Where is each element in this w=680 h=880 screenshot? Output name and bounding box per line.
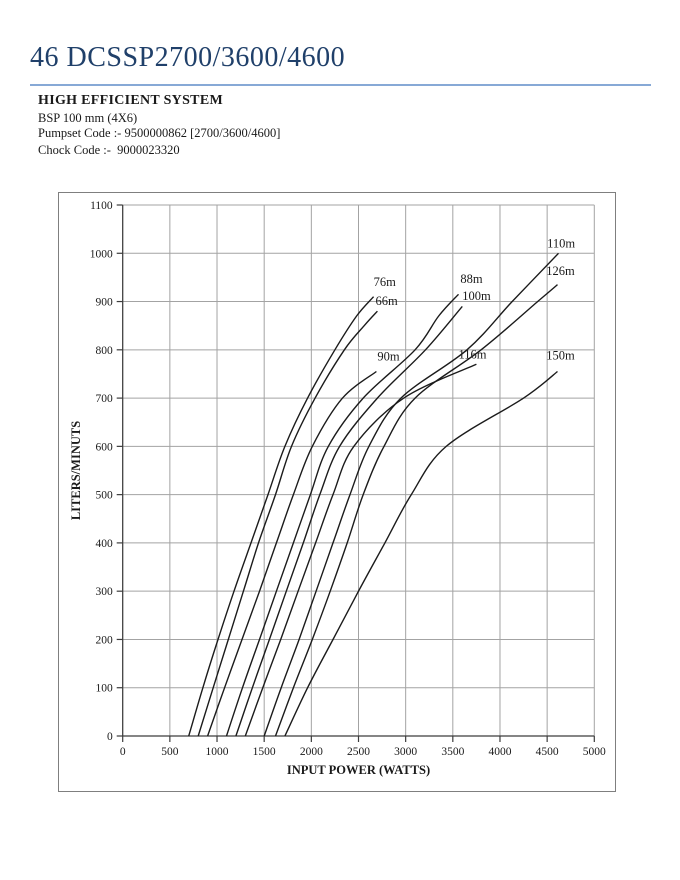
y-tick-label: 1100 (90, 200, 113, 212)
spec-line-chock-code: Chock Code :- 9000023320 (38, 143, 180, 157)
curve-90m (208, 372, 377, 737)
y-tick-label: 100 (95, 682, 113, 695)
x-tick-label: 4500 (535, 746, 559, 758)
curve-150m (285, 372, 558, 737)
curve-label-76m: 76m (373, 275, 396, 290)
curve-label-116m: 116m (458, 347, 487, 362)
x-tick-label: 3000 (394, 746, 418, 758)
y-tick-label: 800 (95, 344, 113, 357)
curve-label-110m: 110m (547, 236, 576, 251)
x-tick-label: 2500 (347, 746, 370, 758)
y-axis-title: LITERS/MINUTS (69, 420, 83, 521)
curve-label-66m: 66m (375, 293, 398, 308)
y-tick-label: 300 (95, 586, 113, 599)
curve-116m (245, 364, 476, 736)
curve-label-88m: 88m (460, 272, 483, 287)
pump-performance-chart (59, 193, 615, 791)
y-tick-label: 400 (95, 537, 113, 550)
curve-label-150m: 150m (546, 348, 575, 363)
curve-76m (189, 297, 374, 736)
curve-66m (198, 311, 377, 736)
x-tick-label: 2000 (299, 746, 323, 758)
y-tick-label: 200 (95, 634, 113, 647)
page-title: 46 DCSSP2700/3600/4600 (30, 42, 346, 73)
x-tick-label: 5000 (582, 746, 606, 758)
x-tick-label: 500 (161, 746, 179, 758)
section-heading: HIGH EFFICIENT SYSTEM (38, 93, 223, 108)
y-tick-label: 600 (95, 441, 113, 454)
y-tick-label: 1000 (89, 248, 113, 261)
curve-label-126m: 126m (546, 263, 575, 278)
x-tick-label: 3500 (441, 746, 465, 758)
x-tick-label: 1500 (252, 746, 276, 758)
x-axis-title: INPUT POWER (WATTS) (286, 763, 431, 777)
curve-100m (236, 306, 462, 736)
spec-line-bsp: BSP 100 mm (4X6) (38, 111, 138, 125)
x-tick-label: 1000 (205, 746, 229, 758)
x-tick-label: 4000 (488, 746, 512, 758)
y-tick-label: 700 (95, 393, 113, 406)
curve-label-100m: 100m (462, 289, 491, 304)
spec-line-pumpset-code: Pumpset Code :- 9500000862 [2700/3600/4600] (38, 126, 281, 140)
axes (117, 205, 595, 742)
x-tick-label: 0 (119, 746, 126, 758)
y-tick-label: 900 (95, 296, 113, 309)
y-tick-label: 0 (106, 731, 113, 743)
curve-label-90m: 90m (377, 349, 400, 364)
y-tick-label: 500 (95, 489, 113, 502)
pump-performance-chart-frame (58, 192, 616, 792)
curve-labels (374, 236, 576, 363)
title-underline-rule (30, 84, 651, 86)
